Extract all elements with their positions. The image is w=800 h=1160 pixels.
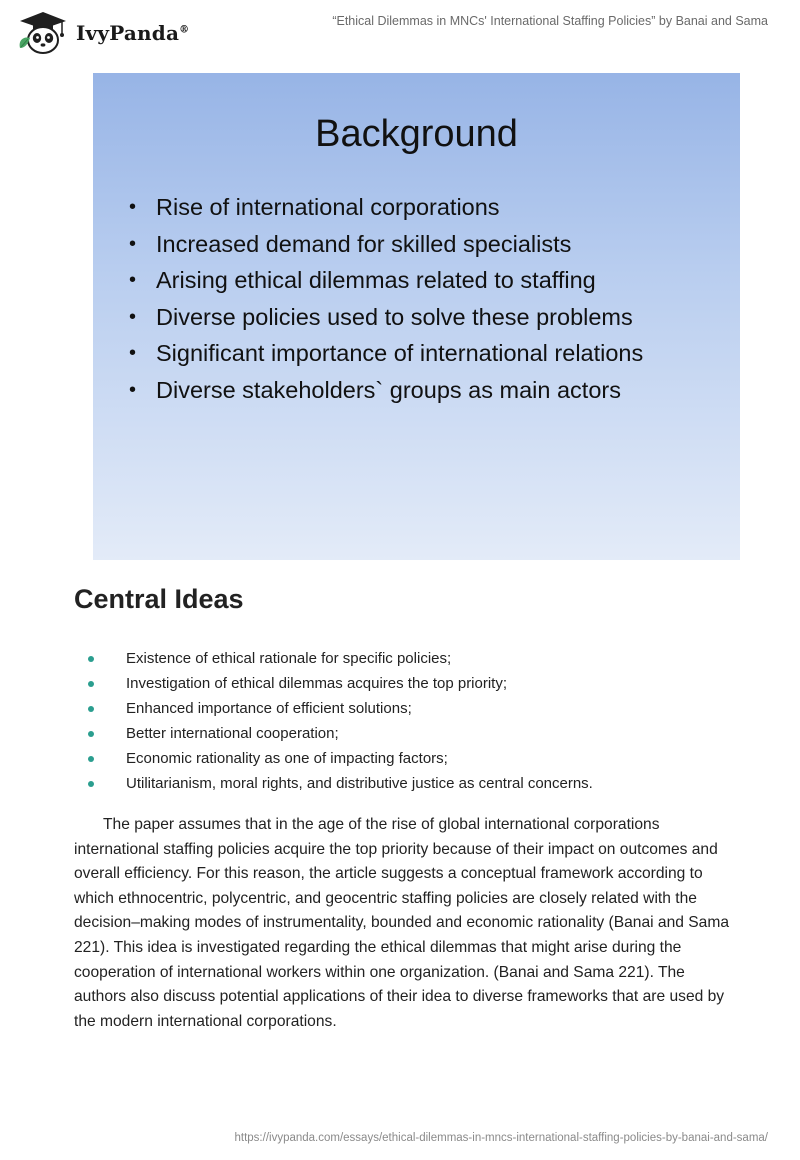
page-header [0,0,800,60]
brand-name: IvyPanda® [76,21,190,45]
slide-list-item: • Significant importance of international relations [129,335,643,372]
list-item: Existence of ethical rationale for specific policies; [74,646,593,671]
bullet-icon: • [129,342,137,364]
footer-url-link[interactable]: https://ivypanda.com/essays/ethical-dilemmas-in-mncs-international-staffing-policies-by-banai-and-sama/ [234,1132,768,1144]
bullet-icon [88,706,94,712]
slide-list-item: • Diverse policies used to solve these problems [129,299,643,336]
slide-title: Background [315,113,518,155]
slide-list-item: • Rise of international corporations [129,189,643,226]
list-item: Better international cooperation; [74,721,593,746]
slide-list-item: • Increased demand for skilled specialists [129,226,643,263]
bullet-icon: • [129,305,137,328]
bullet-icon [88,781,94,787]
list-item: Enhanced importance of efficient solutions; [74,696,593,721]
bullet-icon: • [129,196,137,218]
slide-list-item: • Diverse stakeholders` groups as main actors [129,372,643,409]
list-item: Economic rationality as one of impacting factors; [74,746,593,771]
list-item: Investigation of ethical dilemmas acquires the top priority; [74,671,593,696]
bullet-icon [88,731,94,737]
document-title: “Ethical Dilemmas in MNCs' International Staffing Policies” by Banai and Sama [332,14,768,28]
bullet-icon: • [129,378,137,401]
slide-bullet-list [129,189,643,408]
body-paragraph: The paper assumes that in the age of the rise of global international corporations international staffing policies acquire the top priority because of their impact on outcomes and overall efficiency. For this reason, the article suggests a conceptual framework according to which ethnocentric, polycentric, and geocentric staffing policies are closely related with the decision–making modes of instrumentality, bounded and economic rationality (Banai and Sama 221). This idea is investigated regarding the ethical dilemmas that might arise during the cooperation of international workers within one organization. (Banai and Sama 221). The authors also discuss potential applications of their idea to diverse frameworks that are used by the modern international corporations. [74,816,730,1030]
bullet-icon [88,656,94,662]
bullet-icon [88,756,94,762]
central-ideas-list [74,646,593,796]
section-heading-central-ideas: Central Ideas [74,584,244,614]
background-slide [93,73,740,560]
ivypanda-logo[interactable] [16,10,189,56]
slide-list-item: • Arising ethical dilemmas related to staffing [129,262,643,299]
bullet-icon: • [129,232,137,255]
list-item: Utilitarianism, moral rights, and distributive justice as central concerns. [74,771,593,796]
bullet-icon: • [129,269,137,291]
bullet-icon [88,681,94,687]
panda-graduate-icon [16,10,70,56]
